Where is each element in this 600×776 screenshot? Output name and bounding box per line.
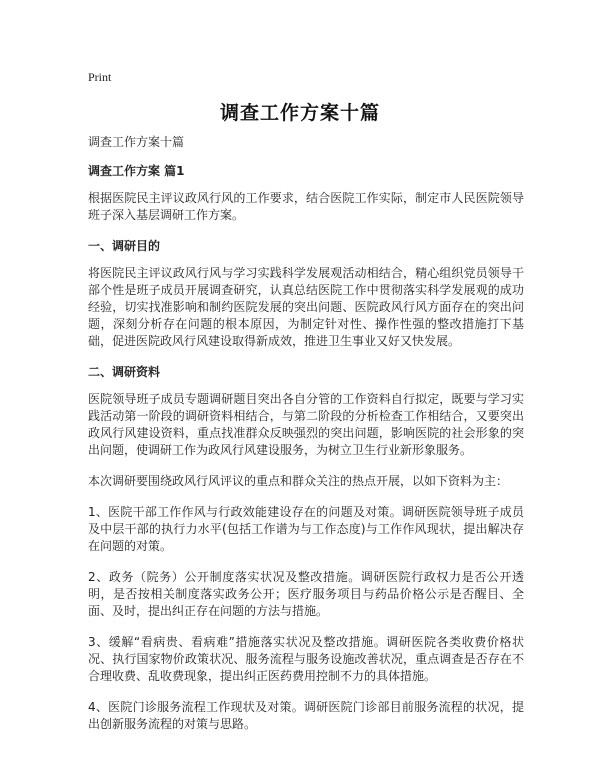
- list-item: 4、医院门诊服务流程工作现状及对策。调研医院门诊部目前服务流程的状况，提出创新服务流程的对策与思路。: [88, 700, 524, 731]
- list-item: 3、缓解“看病贵、看病难”措施落实状况及整改措施。调研医院各类收费价格状况、执行国家物价政策状况、服务流程与服务设施改善状况，重点调查是否存在不合理收费、乱收费现象，提出纠正医药费用控制不力的具体措施。: [88, 635, 524, 683]
- section-body-purpose: 将医院民主评议政风行风与学习实践科学发展观活动相结合，精心组织党员领导干部个性是班子成员开展调查研究，认真总结医院工作中贯彻落实科学发展观的成功经验，切实找准影响和制约医院发展的突出问题、医院政风行风方面存在的突出问题，深刻分析存在问题的根本原因，为制定针对性、操作性强的整改措施打下基础，促进医院政风行风建设取得新成效，推进卫生事业又好又快发展。: [88, 266, 524, 348]
- intro-paragraph: 根据医院民主评议政风行风的工作要求，结合医院工作实际，制定市人民医院领导班子深入基层调研工作方案。: [88, 191, 524, 222]
- print-label[interactable]: Print: [88, 70, 112, 84]
- list-item: 2、政务（院务）公开制度落实状况及整改措施。调研医院行政权力是否公开透明，是否按相关制度落实政务公开；医疗服务项目与药品价格公示是否醒目、全面、及时，提出纠正存在问题的方法与措施。: [88, 570, 524, 618]
- section-heading-purpose: 一、调研目的: [88, 239, 161, 253]
- section-body-materials: 医院领导班子成员专题调研题目突出各自分管的工作资料自行拟定，既要与学习实践活动第一阶段的调研资料相结合，与第二阶段的分析检查工作相结合，又要突出政风行风建设资料，重点找准群众反映强烈的突出问题，影响医院的社会形象的突出问题，使调研工作为政风行风建设服务，为树立卫生行业新形象服务。: [88, 392, 524, 457]
- document-body: [88, 134, 524, 747]
- list-item: 1、医院干部工作作风与行政效能建设存在的问题及对策。调研医院领导班子成员及中层干部的执行力水平(包括工作谱为与工作态度)与工作作风现状，提出解决存在问题的对策。: [88, 505, 524, 553]
- document-subtitle: 调查工作方案十篇: [88, 135, 185, 149]
- article-heading: 调查工作方案 篇1: [88, 164, 185, 178]
- document-title: 调查工作方案十篇: [219, 102, 380, 124]
- section-heading-materials: 二、调研资料: [88, 365, 161, 379]
- focus-intro-paragraph: 本次调研要围绕政风行风评议的重点和群众关注的热点开展，以如下资料为主：: [88, 474, 509, 488]
